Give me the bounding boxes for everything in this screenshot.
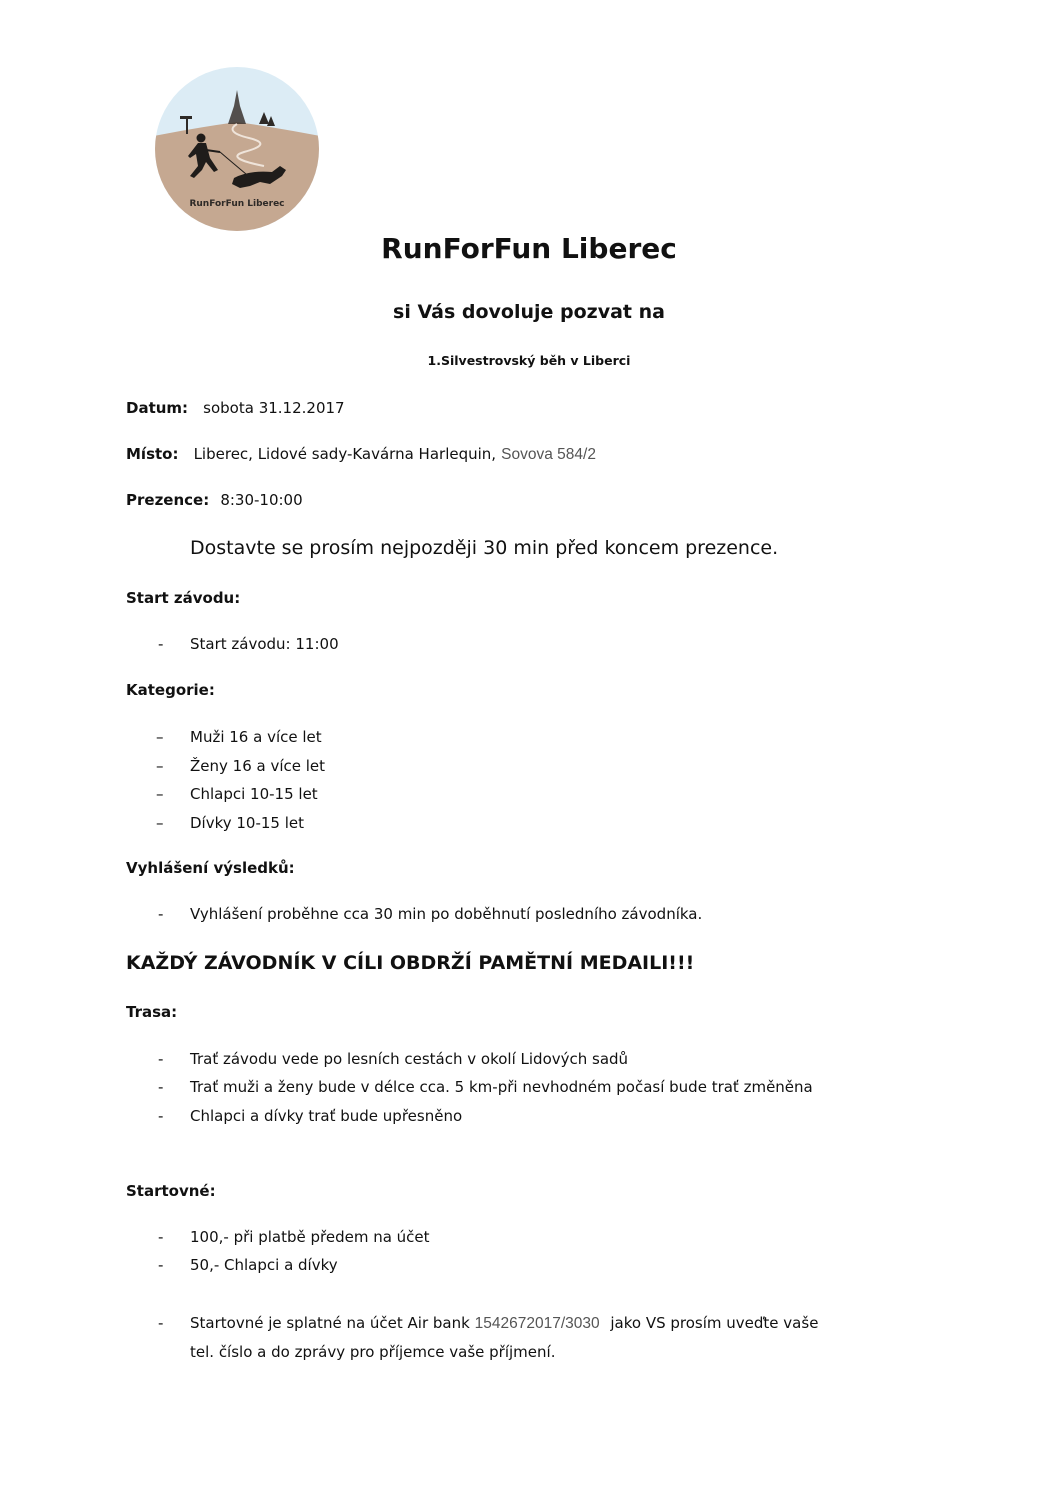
arrival-notice: Dostavte se prosím nejpozději 30 min před koncem prezence. [190,537,779,559]
payment-text-continued: jako VS prosím uveďte vaše [610,1314,819,1332]
list-item: Chlapci 10-15 let [190,785,318,803]
list-item: Trať závodu vede po lesních cestách v okolí Lidových sadů [190,1050,629,1068]
list-dash: - [158,1256,164,1274]
runforfun-logo [154,66,320,232]
list-dash: - [158,635,164,653]
list-item: Start závodu: 11:00 [190,635,339,653]
list-dash: - [158,1050,164,1068]
list-item: Dívky 10-15 let [190,814,305,832]
list-dash: - [158,1228,164,1246]
list-item: 50,- Chlapci a dívky [190,1256,338,1274]
medal-notice: KAŽDÝ ZÁVODNÍK V CÍLI OBDRŽÍ PAMĚTNÍ MEDAILI!!! [126,952,695,974]
page-title: RunForFun Liberec [381,232,677,265]
list-dash: – [156,785,164,803]
event-name: 1.Silvestrovský běh v Liberci [427,353,631,368]
date-value: sobota 31.12.2017 [203,399,345,417]
list-dash: - [158,905,164,923]
date-label: Datum: [126,399,189,417]
list-dash: – [156,728,164,746]
list-item: 100,- při platbě předem na účet [190,1228,430,1246]
list-dash: - [158,1314,164,1332]
registration-line [126,490,303,509]
place-line [126,444,596,464]
start-heading: Start závodu: [126,589,241,607]
list-dash: – [156,814,164,832]
list-item: Chlapci a dívky trať bude upřesněno [190,1107,463,1125]
payment-line [190,1314,818,1333]
list-item: Ženy 16 a více let [190,757,326,775]
payment-text: Startovné je splatné na účet Air bank [190,1314,470,1332]
registration-label: Prezence: [126,491,210,509]
date-line [126,398,345,417]
place-value: Liberec, Lidové sady-Kavárna Harlequin, [193,445,497,463]
categories-heading: Kategorie: [126,681,215,699]
place-address: Sovova 584/2 [501,446,596,463]
list-dash: - [158,1078,164,1096]
list-item: Muži 16 a více let [190,728,322,746]
registration-value: 8:30-10:00 [220,491,303,509]
list-dash: - [158,1107,164,1125]
list-item: Vyhlášení proběhne cca 30 min po doběhnutí posledního závodníka. [190,905,703,923]
payment-line-2: tel. číslo a do zprávy pro příjemce vaše příjmení. [190,1343,556,1361]
account-number: 1542672017/3030 [474,1315,600,1332]
results-heading: Vyhlášení výsledků: [126,859,295,877]
fee-heading: Startovné: [126,1182,216,1200]
route-heading: Trasa: [126,1003,178,1021]
invitation-subtitle: si Vás dovoluje pozvat na [393,301,665,323]
place-label: Místo: [126,445,179,463]
list-item: Trať muži a ženy bude v délce cca. 5 km-při nevhodném počasí bude trať změněna [190,1078,813,1096]
list-dash: – [156,757,164,775]
logo-caption: RunForFun Liberec [189,199,285,209]
